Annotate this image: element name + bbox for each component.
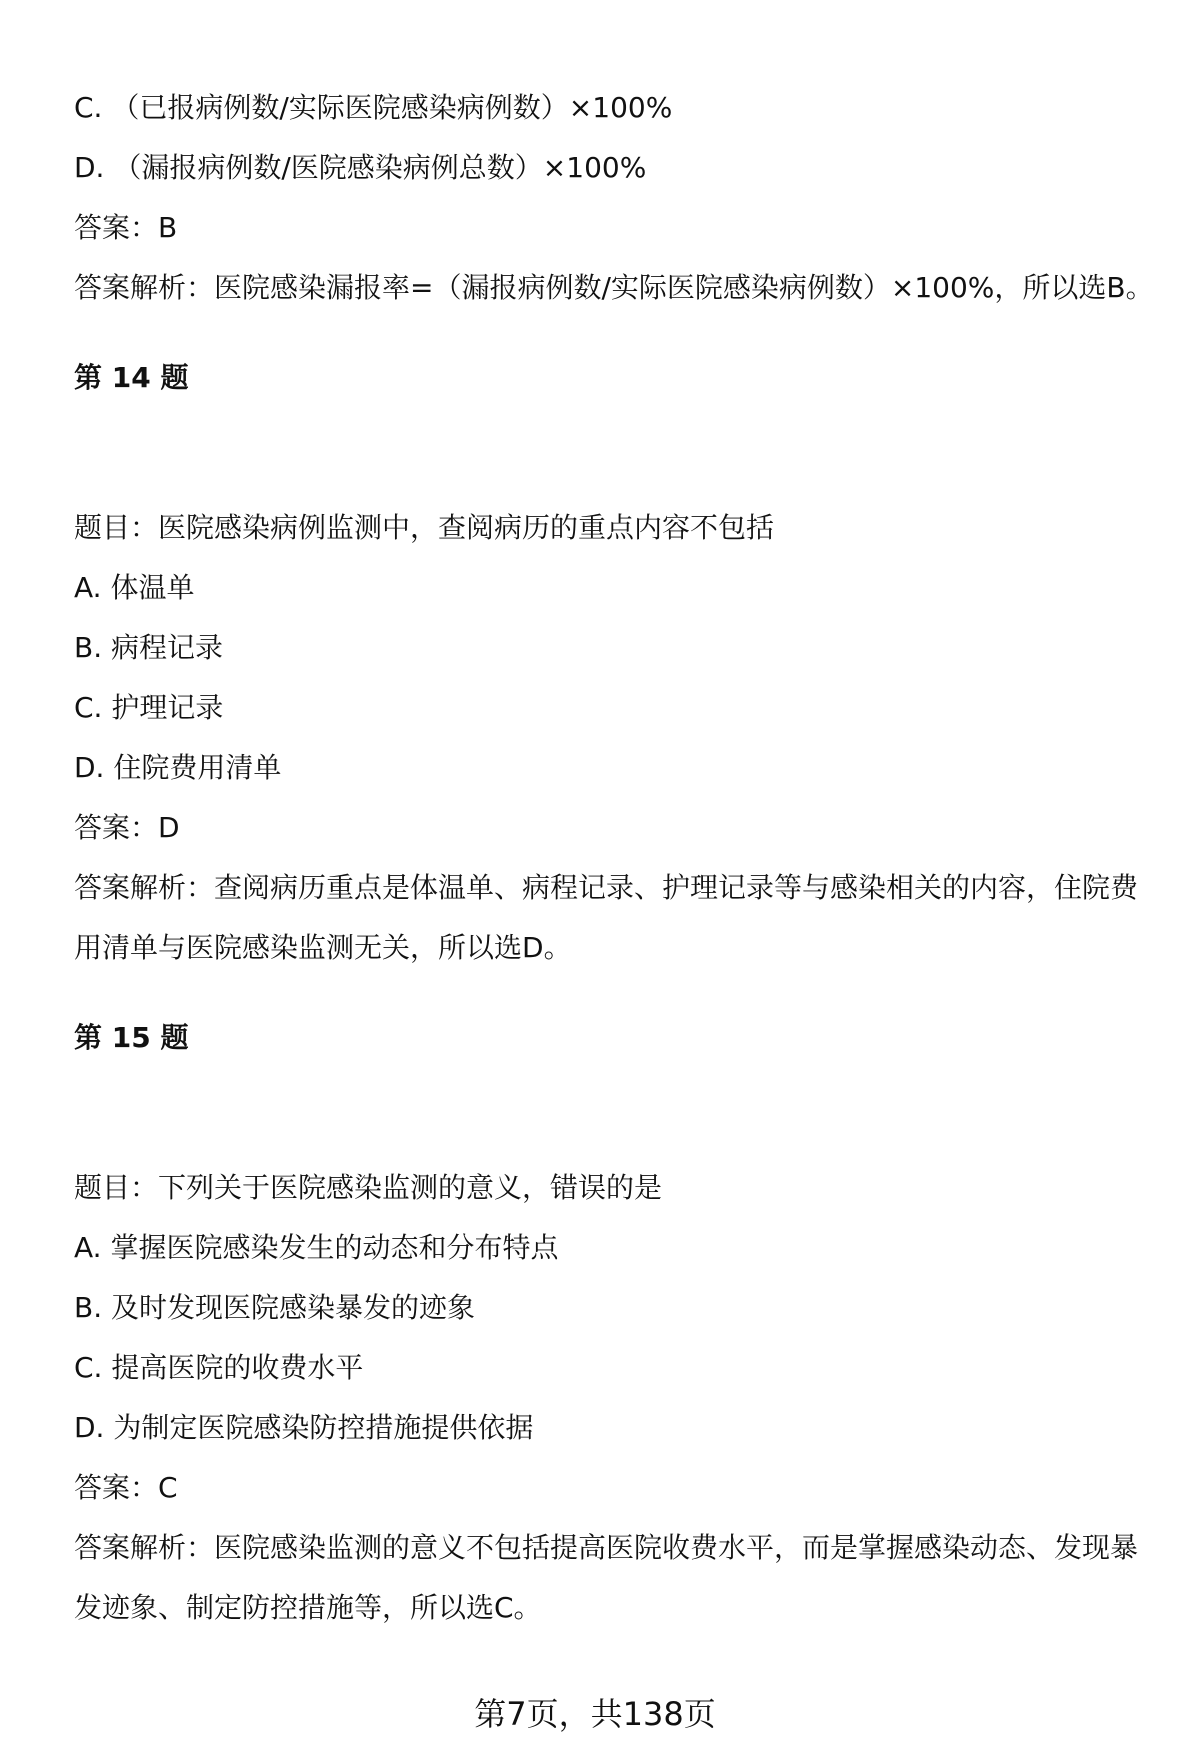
answer: 答案：B bbox=[74, 211, 178, 244]
question-heading: 第 15 题 bbox=[74, 1021, 189, 1054]
option-b: B. 及时发现医院感染暴发的迹象 bbox=[74, 1291, 476, 1324]
answer-explanation: 答案解析：医院感染漏报率=（漏报病例数/实际医院感染病例数）×100%，所以选B。 bbox=[74, 271, 1154, 304]
question-heading: 第 14 题 bbox=[74, 361, 189, 394]
option-c: C. （已报病例数/实际医院感染病例数）×100% bbox=[74, 91, 673, 124]
option-d: D. 住院费用清单 bbox=[74, 751, 282, 784]
question-14 bbox=[74, 348, 1164, 978]
option-c: C. 提高医院的收费水平 bbox=[74, 1351, 364, 1384]
question-stem: 题目：医院感染病例监测中，查阅病历的重点内容不包括 bbox=[74, 511, 775, 544]
previous-question bbox=[74, 78, 1164, 318]
answer: 答案：D bbox=[74, 811, 180, 844]
answer: 答案：C bbox=[74, 1471, 178, 1504]
option-d: D. 为制定医院感染防控措施提供依据 bbox=[74, 1411, 534, 1444]
answer-explanation: 答案解析：查阅病历重点是体温单、病程记录、护理记录等与感染相关的内容，住院费用清单与医院感染监测无关，所以选D。 bbox=[74, 871, 1139, 964]
question-15 bbox=[74, 1008, 1164, 1638]
page-number: 第7页，共138页 bbox=[474, 1695, 716, 1733]
document-page bbox=[74, 78, 1164, 1638]
option-d: D. （漏报病例数/医院感染病例总数）×100% bbox=[74, 151, 647, 184]
option-a: A. 掌握医院感染发生的动态和分布特点 bbox=[74, 1231, 559, 1264]
option-b: B. 病程记录 bbox=[74, 631, 224, 664]
answer-explanation: 答案解析：医院感染监测的意义不包括提高医院收费水平，而是掌握感染动态、发现暴发迹象、制定防控措施等，所以选C。 bbox=[74, 1531, 1139, 1624]
question-stem: 题目：下列关于医院感染监测的意义，错误的是 bbox=[74, 1171, 663, 1204]
option-a: A. 体温单 bbox=[74, 571, 195, 604]
option-c: C. 护理记录 bbox=[74, 691, 224, 724]
